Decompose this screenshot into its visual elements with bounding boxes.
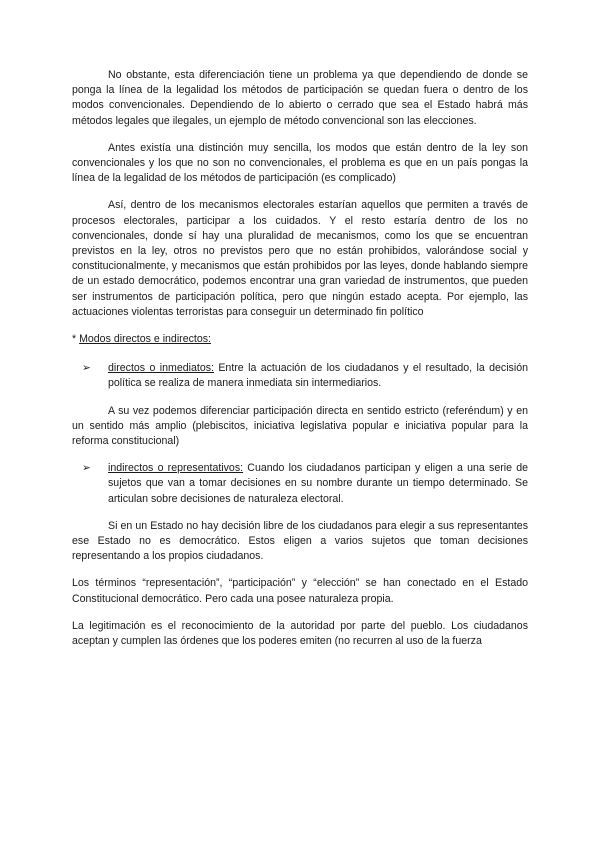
bullet-item-direct (72, 361, 528, 391)
paragraph-2: Antes existía una distinción muy sencilla, los modos que están dentro de la ley son convencionales y los que no son no convencionales, el problema es que en un país pongas la línea de la legalidad de los métodos de participación (es complicado) (72, 141, 528, 185)
heading-prefix: * (72, 333, 80, 346)
bullet-item-indirect (72, 461, 528, 507)
paragraph-6: Los términos “representación”, “participación” y “elección” se han conectado en el Estado Constitucional democrático. Pero cada una posee naturaleza propia. (72, 577, 528, 605)
document-page (72, 68, 528, 661)
heading-text: Modos directos e indirectos: (79, 333, 211, 346)
arrow-bullet-icon: ➢ (82, 462, 91, 475)
bullet-text: Cuando los ciudadanos participan y eligen a una serie de sujetos que van a tomar decisiones en su nombre durante un tiempo determinado. Se articulan sobre decisiones de naturaleza electoral. (108, 462, 528, 505)
bullet-text: Entre la actuación de los ciudadanos y el resultado, la decisión política se realiza de manera inmediata sin intermediarios. (108, 362, 528, 390)
paragraph-4: A su vez podemos diferenciar participación directa en sentido estricto (referéndum) y en un sentido más amplio (plebiscitos, iniciativa legislativa popular e iniciativa popular para la reforma constitucional) (72, 404, 528, 448)
paragraph-3: Así, dentro de los mecanismos electorales estarían aquellos que permiten a través de procesos electorales, participar a los cuidados. Y el resto estaría dentro de los no convencionales, donde sí hay una pluralidad de mecanismos, como los que se encuentran previstos en la ley, otros no previstos pero que no están prohibidos, valorándose social y constitucionalmente, y mecanismos que están prohibidos por las leyes, donde hablando siempre de un estado democrático, podemos encontrar una gran variedad de instrumentos, que pueden ser instrumentos de participación política, pero que ningún estado acepta. Por ejemplo, las actuaciones violentas terroristas para conseguir un determinado fin político (72, 199, 528, 318)
bullet-term: directos o inmediatos: (108, 362, 214, 375)
paragraph-5: Si en un Estado no hay decisión libre de los ciudadanos para elegir a sus representantes ese Estado no es democrático. Estos eligen a varios sujetos que toman decisiones representando a los propios ciudadanos. (72, 519, 528, 563)
arrow-bullet-icon: ➢ (82, 362, 91, 375)
paragraph-1: No obstante, esta diferenciación tiene un problema ya que dependiendo de donde se ponga la línea de la legalidad los métodos de participación se quedan fuera o dentro de los modos convencionales. Dependiendo de lo abierto o cerrado que sea el Estado habrá más métodos legales que ilegales, un ejemplo de método convencional son las elecciones. (72, 69, 528, 127)
section-heading (72, 332, 528, 347)
paragraph-7: La legitimación es el reconocimiento de la autoridad por parte del pueblo. Los ciudadanos aceptan y cumplen las órdenes que los poderes emiten (no recurren al uso de la fuerza (72, 619, 528, 648)
bullet-term: indirectos o representativos: (108, 462, 244, 475)
